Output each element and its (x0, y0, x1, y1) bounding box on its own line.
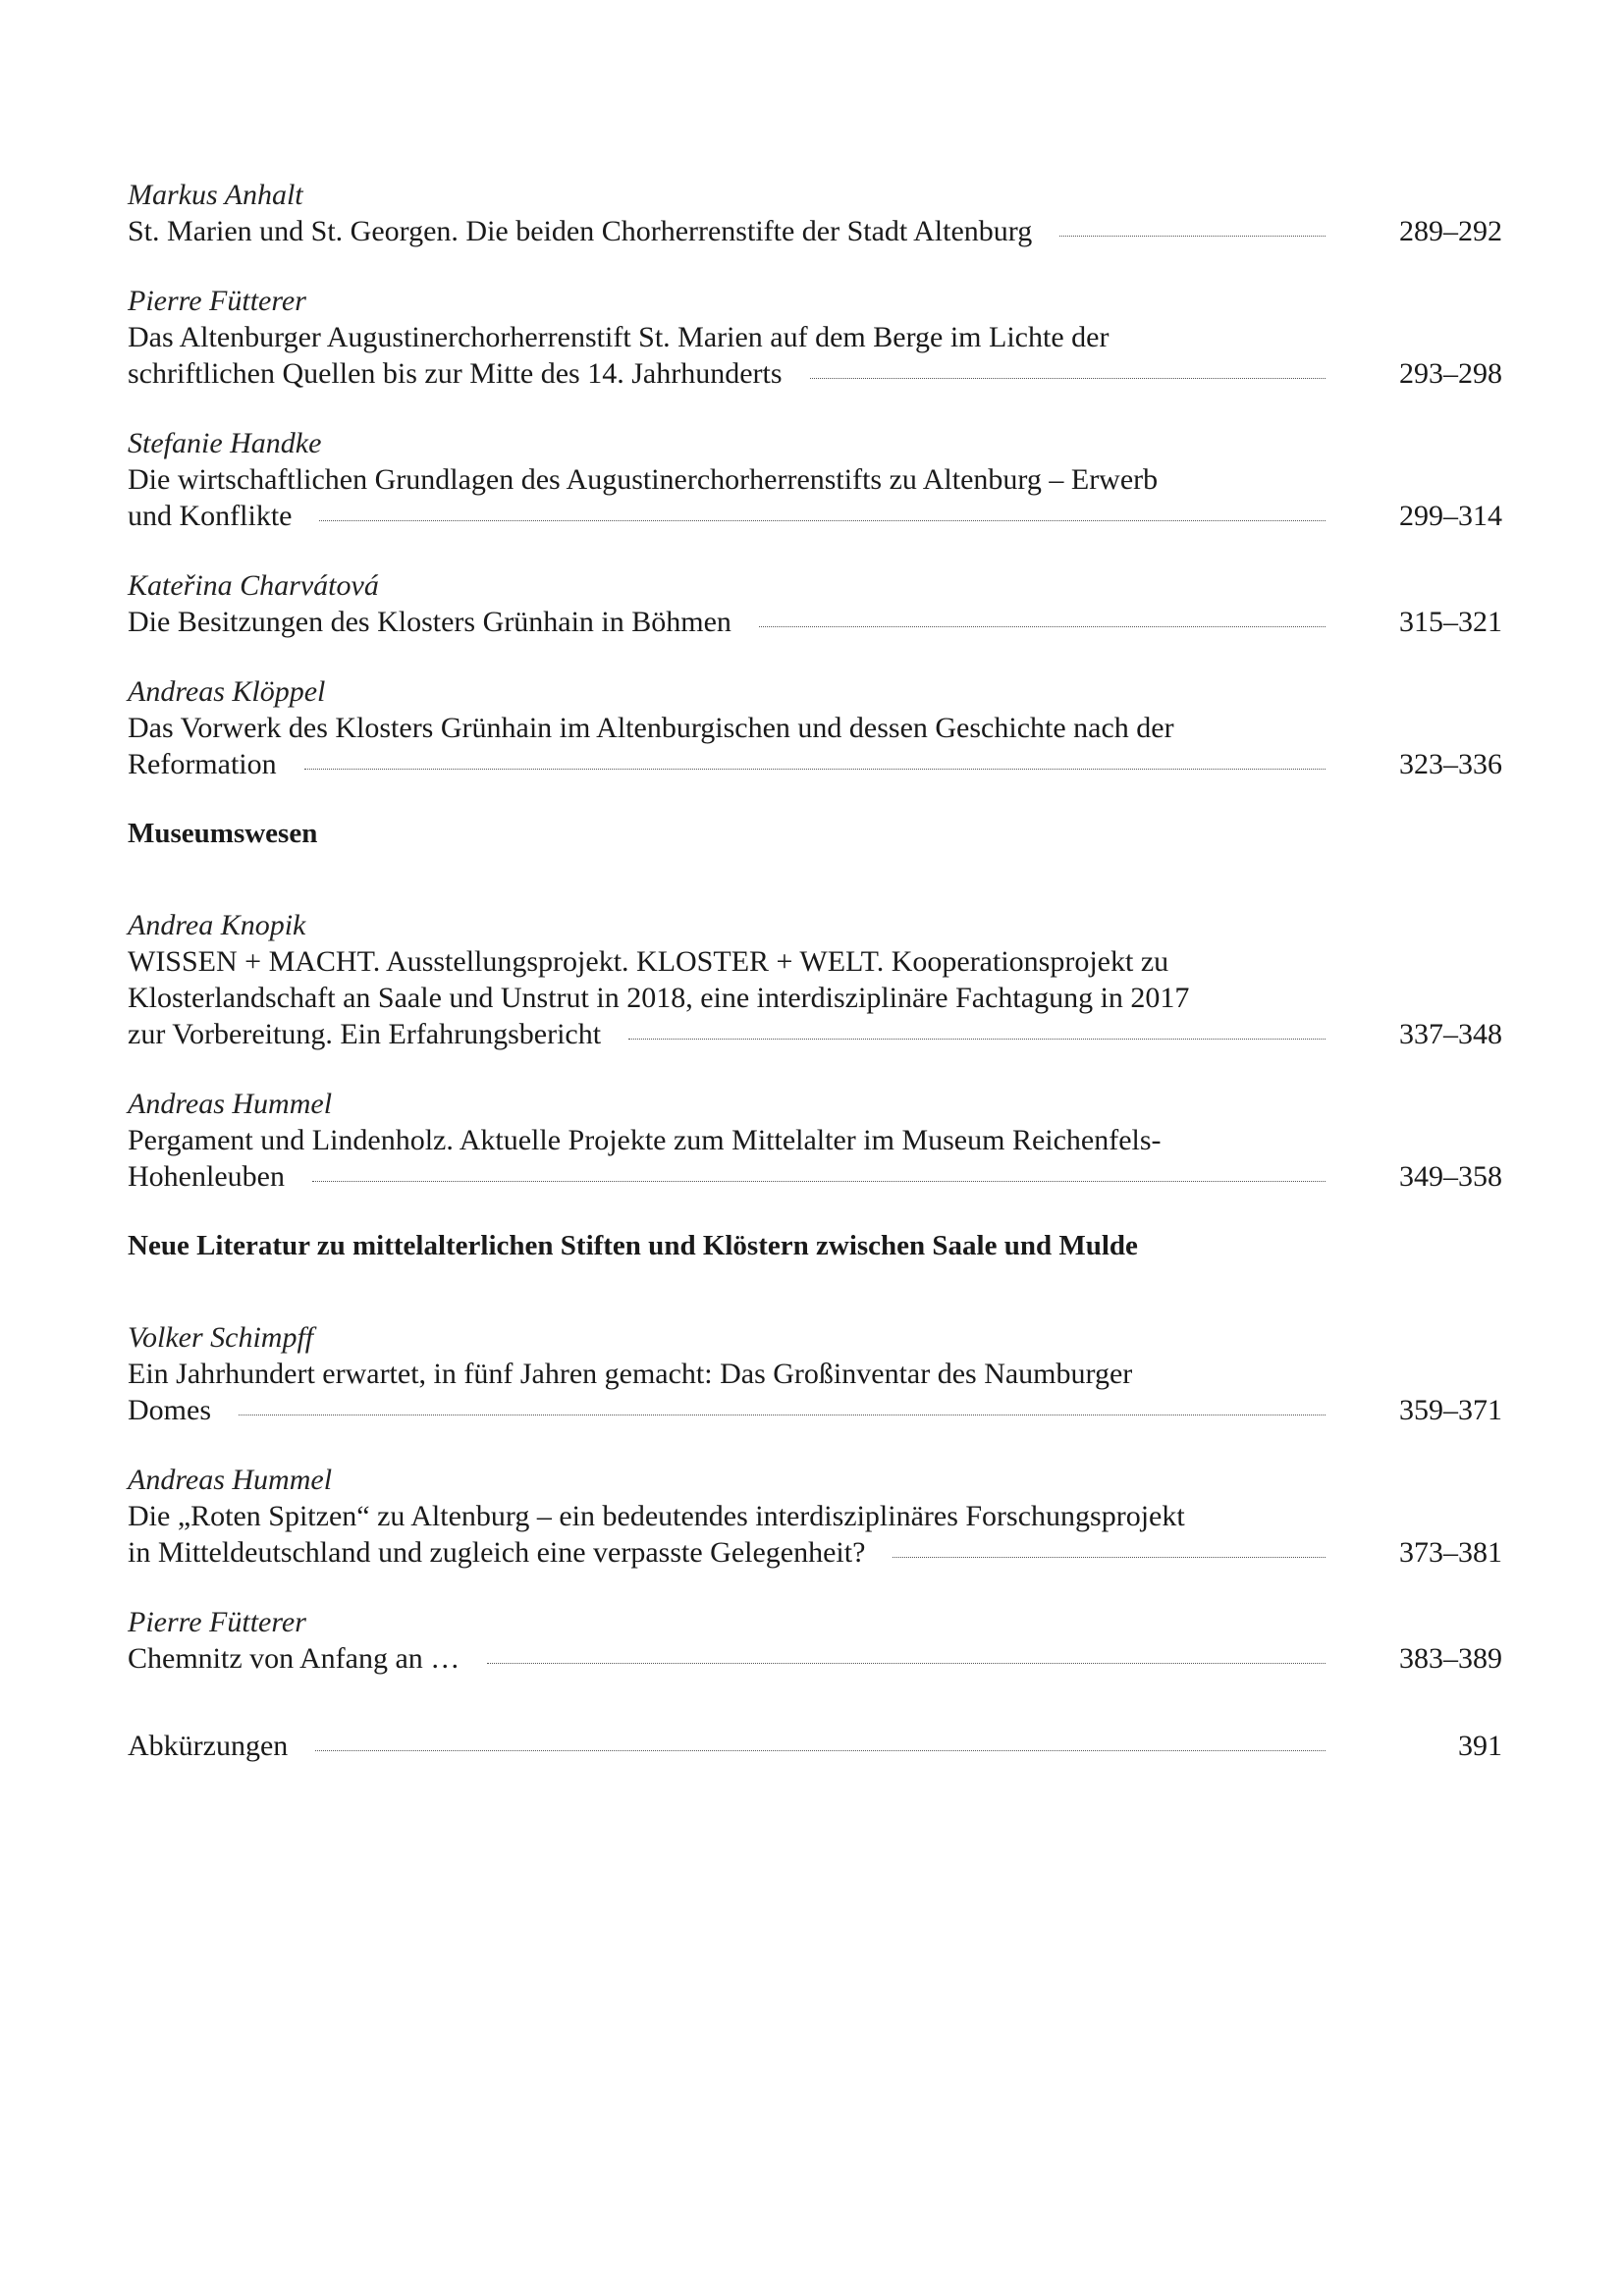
entry-author: Pierre Fütterer (128, 1606, 306, 1638)
toc-entry (128, 907, 1502, 1052)
dot-leader (239, 1414, 1326, 1415)
entry-title (128, 1498, 1502, 1571)
dot-leader (319, 519, 1326, 521)
toc-entry (128, 1319, 1502, 1428)
page-range: 337–348 (1399, 1018, 1502, 1050)
toc-entry (128, 567, 1502, 640)
dot-leader (893, 1556, 1326, 1558)
entry-title-line: Das Vorwerk des Klosters Grünhain im Altenburgischen und dessen Geschichte nach der (128, 712, 1174, 744)
entry-author: Pierre Fütterer (128, 285, 306, 317)
entry-title-last-line: Hohenleuben (128, 1160, 285, 1193)
page-range: 359–371 (1399, 1394, 1502, 1426)
entry-title-last-line: zur Vorbereitung. Ein Erfahrungsbericht (128, 1018, 602, 1050)
page-range: 289–292 (1399, 215, 1502, 247)
entry-title-line: Ein Jahrhundert erwartet, in fünf Jahren gemacht: Das Großinventar des Naumburger (128, 1358, 1133, 1390)
entry-author: Kateřina Charvátová (128, 569, 379, 602)
page-range: 315–321 (1399, 606, 1502, 638)
section-heading-neue-literatur: Neue Literatur zu mittelalterlichen Stiften und Klöstern zwischen Saale und Mulde (128, 1230, 1138, 1261)
entry-author: Andreas Hummel (128, 1464, 333, 1496)
entry-author: Andrea Knopik (128, 909, 306, 941)
entry-title-last-line: St. Marien und St. Georgen. Die beiden Chorherrenstifte der Stadt Altenburg (128, 215, 1033, 247)
entry-title-last-line: Domes (128, 1394, 211, 1426)
toc-section-museumswesen (128, 907, 1502, 1195)
dot-leader (1059, 235, 1326, 237)
dot-leader (628, 1038, 1326, 1040)
toc-entry (128, 177, 1502, 249)
entry-title-last-line: in Mitteldeutschland und zugleich eine verpasste Gelegenheit? (128, 1536, 866, 1569)
entry-author: Andreas Klöppel (128, 675, 326, 708)
page-range: 323–336 (1399, 748, 1502, 780)
table-of-contents (128, 177, 1502, 1797)
entry-title-last-line: Reformation (128, 748, 277, 780)
section-heading-museumswesen: Museumswesen (128, 818, 318, 849)
toc-section-monasteries (128, 177, 1502, 782)
entry-title-line: Das Altenburger Augustinerchorherrenstift St. Marien auf dem Berge im Lichte der (128, 321, 1110, 353)
entry-title (128, 1356, 1502, 1428)
entry-author: Markus Anhalt (128, 179, 303, 211)
page-range: 383–389 (1399, 1642, 1502, 1675)
page-range: 299–314 (1399, 500, 1502, 532)
entry-title-last-line: und Konflikte (128, 500, 293, 532)
dot-leader (810, 377, 1326, 379)
dot-leader (487, 1662, 1326, 1664)
page-range: 391 (1458, 1730, 1502, 1762)
entry-author: Stefanie Handke (128, 427, 322, 459)
entry-title-last-line: Die Besitzungen des Klosters Grünhain in Böhmen (128, 606, 731, 638)
entry-author: Volker Schimpff (128, 1321, 314, 1354)
toc-entry (128, 673, 1502, 782)
page-range: 349–358 (1399, 1160, 1502, 1193)
dot-leader (312, 1180, 1326, 1182)
dot-leader (304, 768, 1326, 770)
entry-title-line: WISSEN + MACHT. Ausstellungsprojekt. KLOSTER + WELT. Kooperationsprojekt zu (128, 945, 1169, 978)
entry-title-line: Die wirtschaftlichen Grundlagen des Augustinerchorherrenstifts zu Altenburg – Erwerb (128, 463, 1159, 496)
entry-title-line: Klosterlandschaft an Saale und Unstrut in 2018, eine interdisziplinäre Fachtagung in 2017 (128, 982, 1190, 1014)
entry-title (128, 213, 1502, 249)
entry-author: Andreas Hummel (128, 1088, 333, 1120)
dot-leader (759, 625, 1326, 627)
toc-entry (128, 1462, 1502, 1571)
toc-entry (128, 1086, 1502, 1195)
entry-title-last-line: schriftlichen Quellen bis zur Mitte des 14. Jahrhunderts (128, 357, 783, 390)
toc-entry (128, 283, 1502, 392)
entry-title (128, 1640, 1502, 1677)
entry-title-line: Pergament und Lindenholz. Aktuelle Projekte zum Mittelalter im Museum Reichenfels- (128, 1124, 1162, 1156)
entry-title (128, 319, 1502, 392)
abbreviations-label: Abkürzungen (128, 1730, 289, 1762)
toc-section-neue-literatur (128, 1319, 1502, 1677)
entry-title (128, 710, 1502, 782)
entry-title-last-line: Chemnitz von Anfang an … (128, 1642, 460, 1675)
page-range: 373–381 (1399, 1536, 1502, 1569)
entry-title (128, 943, 1502, 1052)
entry-title (128, 1122, 1502, 1195)
page-range: 293–298 (1399, 357, 1502, 390)
entry-title (128, 461, 1502, 534)
dot-leader (315, 1749, 1326, 1751)
toc-entry (128, 1604, 1502, 1677)
toc-entry-abkuerzungen (128, 1728, 1502, 1764)
toc-entry (128, 425, 1502, 534)
entry-title-line: Die „Roten Spitzen“ zu Altenburg – ein bedeutendes interdisziplinäres Forschungsprojekt (128, 1500, 1185, 1532)
entry-title (128, 604, 1502, 640)
